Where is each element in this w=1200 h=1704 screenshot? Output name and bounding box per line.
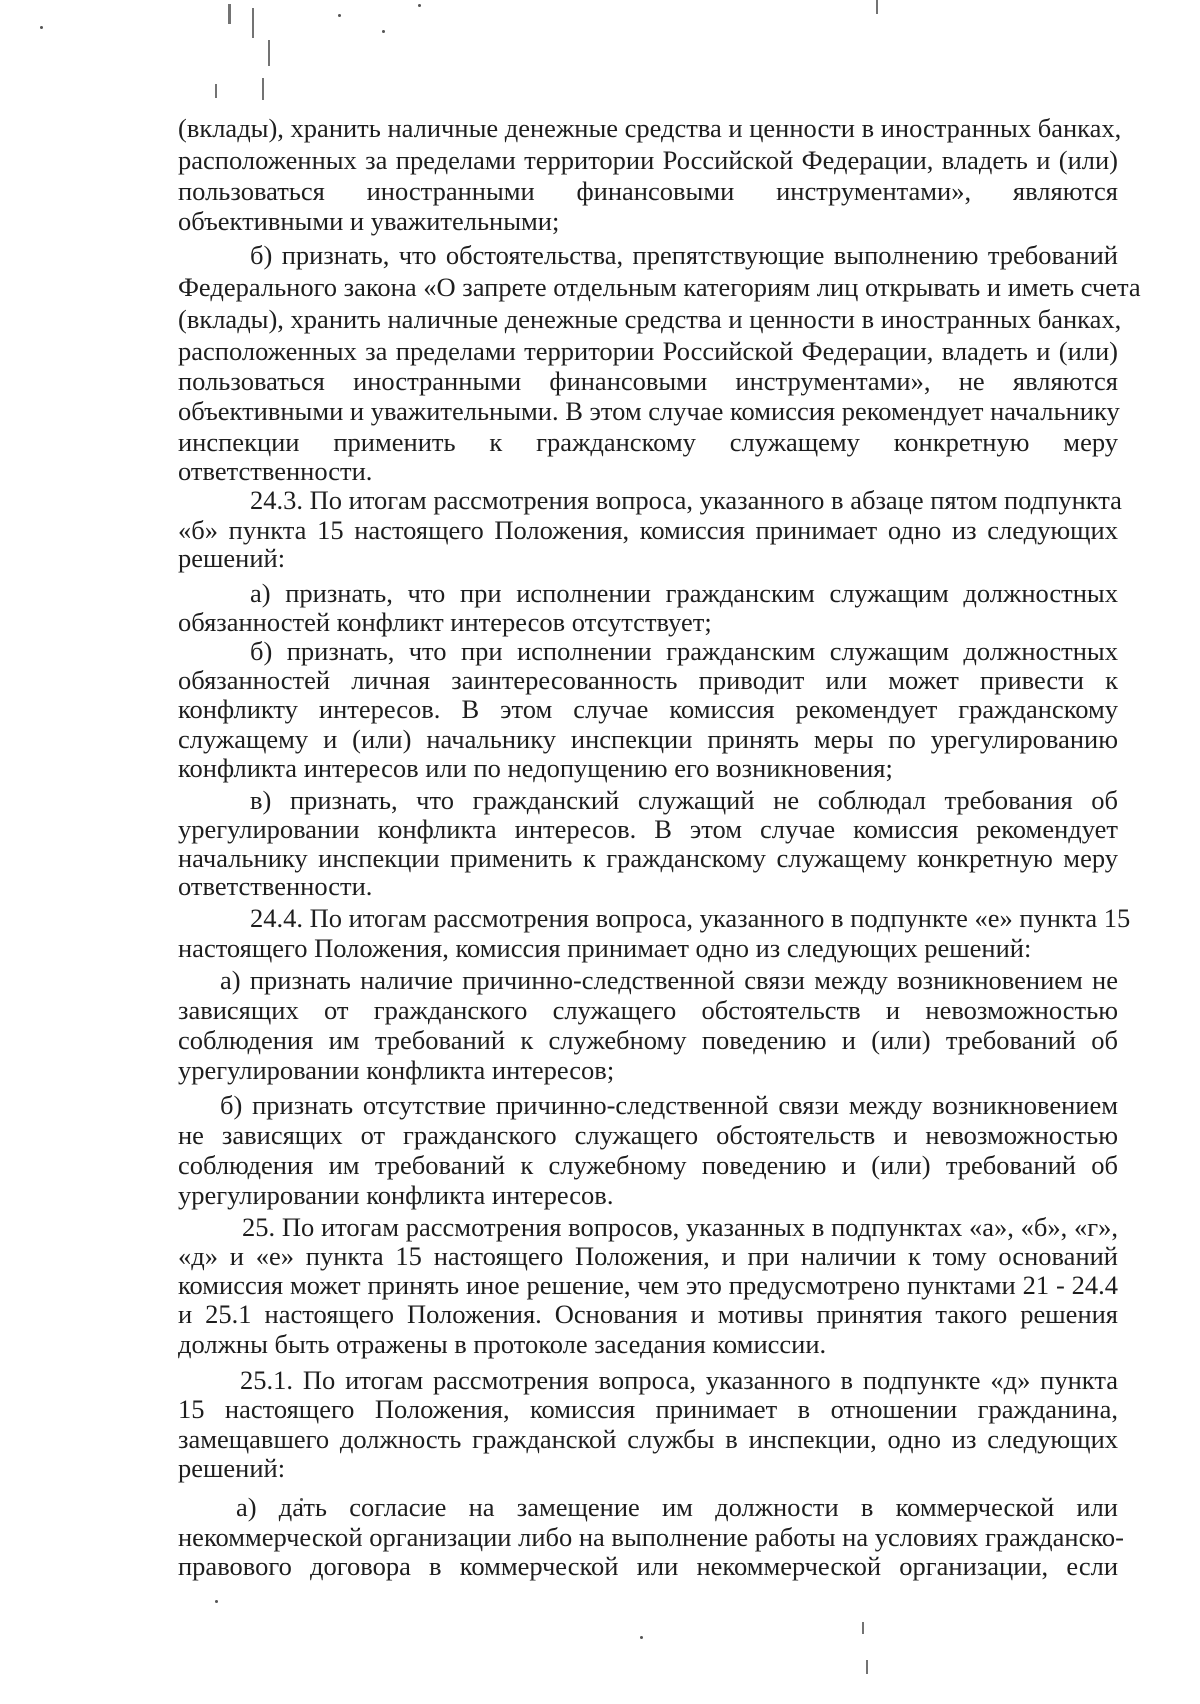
text-line: некоммерческой организации либо на выполнение работы на условиях гражданско- xyxy=(178,1522,1124,1552)
scan-speck xyxy=(418,4,421,7)
text-line: 24.4. По итогам рассмотрения вопроса, указанного в подпункте «е» пункта 15 xyxy=(250,903,1131,933)
scan-noise-mark xyxy=(228,4,231,24)
text-line: начальнику инспекции применить к гражданскому служащему конкретную меру xyxy=(178,843,1118,873)
text-line: «д» и «е» пункта 15 настоящего Положения, и при наличии к тому оснований xyxy=(178,1241,1118,1271)
text-line: ответственности. xyxy=(178,456,373,486)
text-line: пользоваться иностранными финансовыми инструментами», являются xyxy=(178,176,1118,206)
text-line: решений: xyxy=(178,1453,286,1483)
text-line: а) дать согласие на замещение им должности в коммерческой или xyxy=(236,1492,1118,1522)
text-line: пользоваться иностранными финансовыми инструментами», не являются xyxy=(178,366,1118,396)
scan-noise-mark xyxy=(262,78,264,100)
text-line: б) признать, что обстоятельства, препятствующие выполнению требований xyxy=(250,240,1118,270)
text-line: комиссия может принять иное решение, чем это предусмотрено пунктами 21 - 24.4 xyxy=(178,1270,1118,1300)
scan-noise-mark xyxy=(268,40,270,66)
text-line: в) признать, что гражданский служащий не соблюдал требования об xyxy=(250,785,1118,815)
scan-noise-mark xyxy=(866,1660,868,1674)
scan-noise-mark xyxy=(862,1622,864,1634)
text-line: не зависящих от гражданского служащего обстоятельств и невозможностью xyxy=(178,1120,1118,1150)
scan-speck xyxy=(382,30,385,33)
text-line: конфликта интересов или по недопущению его возникновения; xyxy=(178,753,893,783)
scan-noise-mark xyxy=(876,0,878,14)
text-line: замещавшего должность гражданской службы в инспекции, одно из следующих xyxy=(178,1424,1118,1454)
text-line: конфликту интересов. В этом случае комиссия рекомендует гражданскому xyxy=(178,694,1118,724)
text-line: и 25.1 настоящего Положения. Основания и мотивы принятия такого решения xyxy=(178,1299,1118,1329)
text-line: соблюдения им требований к служебному поведению и (или) требований об xyxy=(178,1025,1118,1055)
text-line: объективными и уважительными. В этом случае комиссия рекомендует начальнику xyxy=(178,396,1120,426)
text-line: обязанностей конфликт интересов отсутствует; xyxy=(178,607,712,637)
text-line: а) признать наличие причинно-следственной связи между возникновением не xyxy=(220,965,1118,995)
scan-speck xyxy=(338,14,341,17)
text-line: объективными и уважительными; xyxy=(178,206,560,236)
scan-speck xyxy=(640,1636,643,1639)
text-line: ответственности. xyxy=(178,871,373,901)
text-line: инспекции применить к гражданскому служащему конкретную меру xyxy=(178,427,1118,457)
text-line: урегулировании конфликта интересов; xyxy=(178,1055,615,1085)
text-line: б) признать отсутствие причинно-следственной связи между возникновением xyxy=(220,1090,1118,1120)
text-line: 25.1. По итогам рассмотрения вопроса, указанного в подпункте «д» пункта xyxy=(240,1365,1118,1395)
text-line: зависящих от гражданского служащего обстоятельств и невозможностью xyxy=(178,995,1118,1025)
text-line: (вклады), хранить наличные денежные средства и ценности в иностранных банках, xyxy=(178,304,1122,334)
text-line: решений: xyxy=(178,543,286,573)
text-line: служащему и (или) начальнику инспекции принять меры по урегулированию xyxy=(178,724,1118,754)
text-line: а) признать, что при исполнении гражданским служащим должностных xyxy=(250,578,1118,608)
scan-speck xyxy=(215,1600,218,1603)
text-line: расположенных за пределами территории Российской Федерации, владеть и (или) xyxy=(178,336,1118,366)
text-line: соблюдения им требований к служебному поведению и (или) требований об xyxy=(178,1150,1118,1180)
text-line: «б» пункта 15 настоящего Положения, комиссия принимает одно из следующих xyxy=(178,515,1118,545)
text-line: 15 настоящего Положения, комиссия принимает в отношении гражданина, xyxy=(178,1394,1118,1424)
scan-noise-mark xyxy=(252,8,254,38)
scan-noise-mark xyxy=(215,84,217,98)
text-line: настоящего Положения, комиссия принимает одно из следующих решений: xyxy=(178,933,1032,963)
text-line: Федерального закона «О запрете отдельным категориям лиц открывать и иметь счета xyxy=(178,272,1141,302)
text-line: расположенных за пределами территории Российской Федерации, владеть и (или) xyxy=(178,145,1118,175)
scan-speck xyxy=(40,26,43,29)
text-line: б) признать, что при исполнении гражданским служащим должностных xyxy=(250,636,1118,666)
text-line: урегулировании конфликта интересов. xyxy=(178,1180,614,1210)
text-line: обязанностей личная заинтересованность приводит или может привести к xyxy=(178,665,1118,695)
text-line: должны быть отражены в протоколе заседания комиссии. xyxy=(178,1329,827,1359)
text-line: 24.3. По итогам рассмотрения вопроса, указанного в абзаце пятом подпункта xyxy=(250,485,1122,515)
text-line: 25. По итогам рассмотрения вопросов, указанных в подпунктах «а», «б», «г», xyxy=(242,1212,1118,1242)
text-line: урегулировании конфликта интересов. В этом случае комиссия рекомендует xyxy=(178,814,1118,844)
text-line: правового договора в коммерческой или некоммерческой организации, если xyxy=(178,1551,1118,1581)
text-line: (вклады), хранить наличные денежные средства и ценности в иностранных банках, xyxy=(178,113,1122,143)
